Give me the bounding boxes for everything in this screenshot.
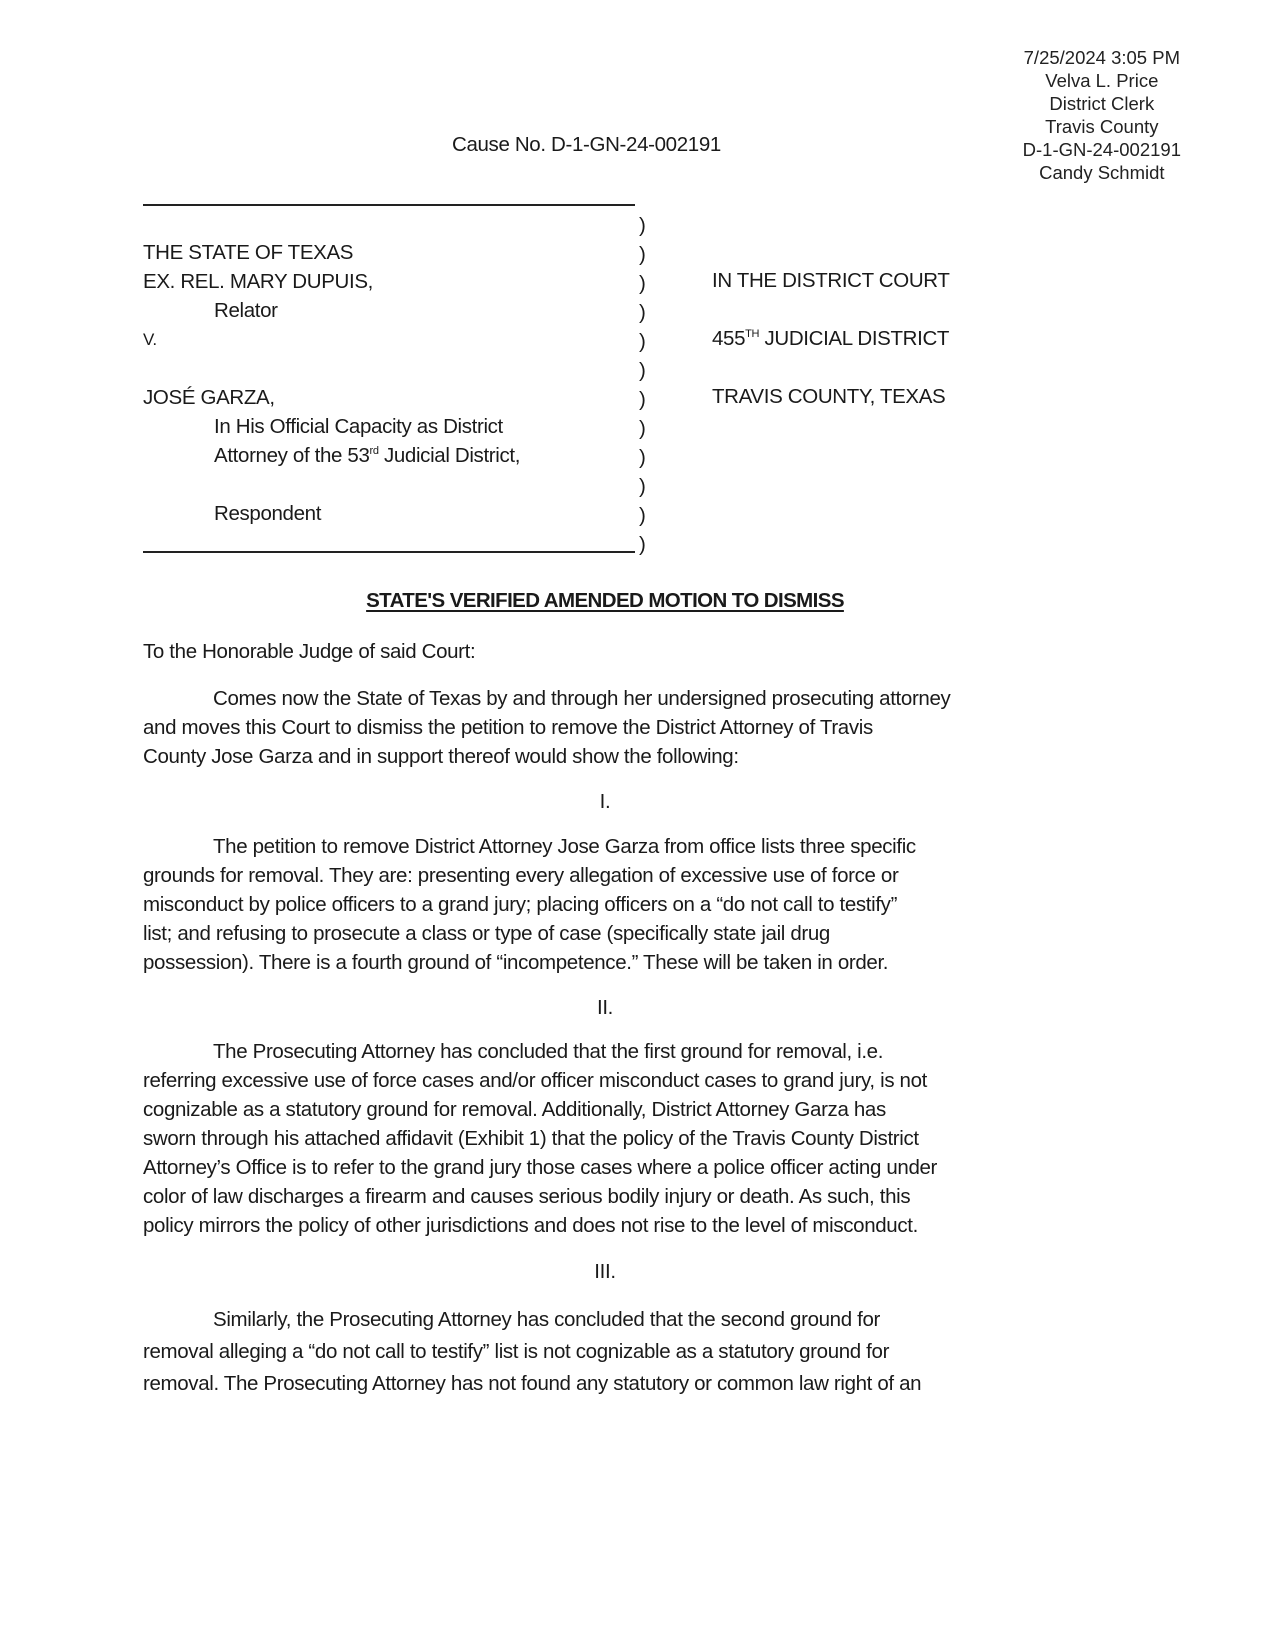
caption-paren: ) bbox=[639, 243, 646, 266]
caption-court: IN THE DISTRICT COURT bbox=[712, 269, 950, 292]
caption-paren: ) bbox=[639, 417, 646, 440]
paragraph-line: color of law discharges a firearm and causes serious bodily injury or death. As such, this bbox=[143, 1185, 911, 1208]
caption-bottom-rule bbox=[143, 551, 635, 553]
caption-district bbox=[712, 327, 949, 351]
salutation: To the Honorable Judge of said Court: bbox=[143, 640, 476, 663]
paragraph-line: removal. The Prosecuting Attorney has not found any statutory or common law right of an bbox=[143, 1372, 922, 1395]
cause-number: Cause No. D-1-GN-24-002191 bbox=[452, 133, 721, 156]
paragraph-line: County Jose Garza and in support thereof would show the following: bbox=[143, 745, 739, 768]
stamp-line: 7/25/2024 3:05 PM bbox=[1023, 47, 1180, 68]
paragraph-line: list; and refusing to prosecute a class or type of case (specifically state jail drug bbox=[143, 922, 830, 945]
paragraph-line: cognizable as a statutory ground for removal. Additionally, District Attorney Garza has bbox=[143, 1098, 886, 1121]
caption-paren: ) bbox=[639, 446, 646, 469]
paragraph-line: sworn through his attached affidavit (Exhibit 1) that the policy of the Travis County District bbox=[143, 1127, 919, 1150]
caption-paren: ) bbox=[639, 475, 646, 498]
caption-paren: ) bbox=[639, 214, 646, 237]
paragraph-line: Comes now the State of Texas by and through her undersigned prosecuting attorney bbox=[213, 687, 951, 710]
stamp-line: D-1-GN-24-002191 bbox=[1022, 139, 1181, 160]
caption-respondent-label: Respondent bbox=[214, 502, 322, 525]
stamp-line: District Clerk bbox=[1049, 93, 1155, 114]
clerk-file-stamp bbox=[1023, 46, 1181, 184]
superscript: rd bbox=[369, 445, 379, 457]
stamp-line: Velva L. Price bbox=[1045, 70, 1159, 91]
paragraph-line: possession). There is a fourth ground of “incompetence.” These will be taken in order. bbox=[143, 951, 889, 974]
caption-versus: V. bbox=[143, 330, 157, 349]
caption-paren: ) bbox=[639, 388, 646, 411]
paragraph-line: removal alleging a “do not call to testify” list is not cognizable as a statutory ground for bbox=[143, 1340, 890, 1363]
caption-state: THE STATE OF TEXAS bbox=[143, 241, 354, 264]
paragraph-line: Similarly, the Prosecuting Attorney has concluded that the second ground for bbox=[213, 1308, 881, 1331]
section-numeral: I. bbox=[599, 790, 611, 813]
paragraph-line: The petition to remove District Attorney Jose Garza from office lists three specific bbox=[213, 835, 916, 858]
caption-capacity-line2 bbox=[214, 444, 520, 468]
paragraph-line: and moves this Court to dismiss the petition to remove the District Attorney of Travis bbox=[143, 716, 873, 739]
text: 455 bbox=[712, 327, 746, 350]
paragraph-line: grounds for removal. They are: presenting every allegation of excessive use of force or bbox=[143, 864, 899, 887]
caption-paren: ) bbox=[639, 330, 646, 353]
caption-paren: ) bbox=[639, 301, 646, 324]
paragraph-line: The Prosecuting Attorney has concluded that the first ground for removal, i.e. bbox=[213, 1040, 884, 1063]
stamp-line: Candy Schmidt bbox=[1039, 162, 1165, 183]
caption-relator-label: Relator bbox=[214, 299, 278, 322]
caption-paren: ) bbox=[639, 533, 646, 556]
stamp-line: Travis County bbox=[1045, 116, 1159, 137]
caption-paren: ) bbox=[639, 504, 646, 527]
text: Judicial District, bbox=[378, 444, 521, 467]
caption-paren: ) bbox=[639, 272, 646, 295]
paragraph-line: misconduct by police officers to a grand jury; placing officers on a “do not call to testify” bbox=[143, 893, 898, 916]
text: JUDICIAL DISTRICT bbox=[759, 327, 950, 350]
paragraph-line: referring excessive use of force cases and/or officer misconduct cases to grand jury, is not bbox=[143, 1069, 928, 1092]
caption-respondent-name: JOSÉ GARZA, bbox=[143, 386, 275, 409]
text: Attorney of the 53 bbox=[214, 444, 370, 467]
caption-capacity-line1: In His Official Capacity as District bbox=[214, 415, 503, 438]
caption-county: TRAVIS COUNTY, TEXAS bbox=[712, 385, 946, 408]
section-numeral: III. bbox=[594, 1260, 616, 1283]
superscript: TH bbox=[745, 328, 760, 340]
paragraph-line: policy mirrors the policy of other jurisdictions and does not rise to the level of misconduct. bbox=[143, 1214, 918, 1237]
caption-relator-name: EX. REL. MARY DUPUIS, bbox=[143, 270, 373, 293]
document-title: STATE'S VERIFIED AMENDED MOTION TO DISMISS bbox=[366, 589, 844, 612]
caption-top-rule bbox=[143, 204, 635, 206]
paragraph-line: Attorney’s Office is to refer to the grand jury those cases where a police officer acting under bbox=[143, 1156, 938, 1179]
section-numeral: II. bbox=[596, 996, 614, 1019]
caption-paren: ) bbox=[639, 359, 646, 382]
